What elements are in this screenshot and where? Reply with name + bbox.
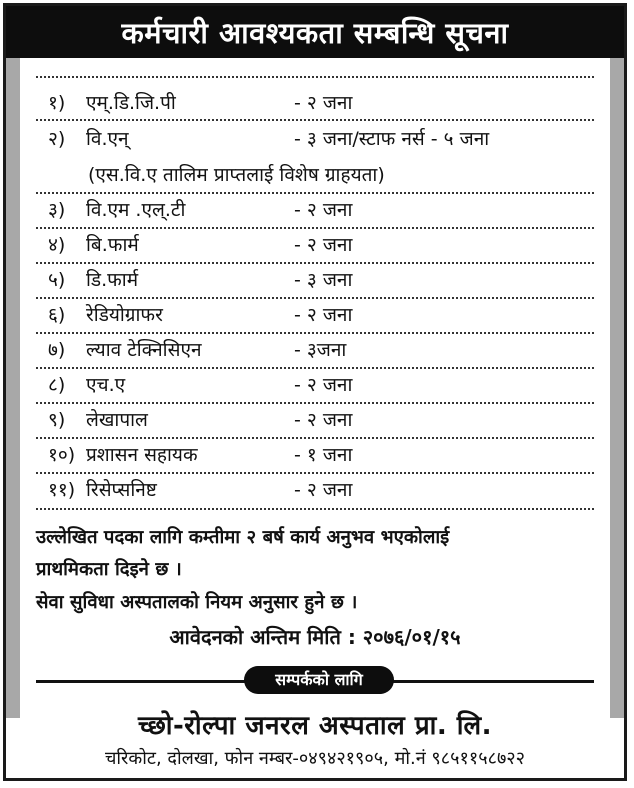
position-title: रिसेप्सनिष्ट: [86, 479, 157, 501]
position-count: - २ जना: [294, 199, 353, 221]
left-border-bar: [6, 58, 20, 718]
position-count: - २ जना: [294, 92, 353, 114]
position-number: ४): [48, 234, 66, 256]
position-row: [48, 230, 353, 260]
dotted-divider: [36, 76, 594, 78]
position-title: प्रशासन सहायक: [86, 444, 198, 466]
dotted-divider: [36, 227, 594, 229]
dotted-divider: [36, 262, 594, 264]
position-number: ५): [48, 269, 66, 291]
position-row: [48, 195, 353, 225]
position-row: [48, 88, 353, 118]
dotted-divider: [36, 119, 594, 121]
position-number: १): [48, 92, 66, 114]
position-title: डि.फार्म: [86, 269, 139, 291]
position-number: २): [48, 128, 66, 150]
position-number: १०): [48, 444, 76, 466]
right-border-bar: [610, 58, 624, 718]
position-number: ६): [48, 304, 66, 326]
dotted-divider: [36, 192, 594, 194]
contact-label: सम्पर्कको लागि: [244, 666, 394, 694]
facility-note: सेवा सुविधा अस्पतालको नियम अनुसार हुने छ ।: [36, 592, 358, 613]
position-row: [48, 124, 490, 154]
position-row: [48, 335, 347, 365]
dotted-divider: [36, 508, 594, 510]
position-count: - २ जना: [294, 234, 353, 256]
position-title: एम्.डि.जि.पी: [86, 92, 176, 114]
experience-note-line-1: उल्लेखित पदका लागि कम्तीमा २ बर्ष कार्य अनुभव भएकोलाई: [36, 527, 450, 548]
position-count: - २ जना: [294, 479, 353, 501]
application-deadline: आवेदनको अन्तिम मिति : २०७६/०१/१५: [169, 625, 461, 649]
position-row: [48, 300, 353, 330]
notice-title: कर्मचारी आवश्यकता सम्बन्धि सूचना: [6, 6, 624, 58]
organization-name: च्छो-रोल्पा जनरल अस्पताल प्रा. लि.: [137, 711, 493, 741]
position-count: - २ जना: [294, 409, 353, 431]
position-number: ७): [48, 339, 66, 361]
experience-note-line-2: प्राथमिकता दिइने छ ।: [36, 559, 182, 580]
position-title: बि.फार्म: [86, 234, 139, 256]
position-row: [48, 265, 353, 295]
position-number: ८): [48, 374, 66, 396]
position-count: - ३ जना: [294, 269, 353, 291]
dotted-divider: [36, 437, 594, 439]
position-row: [48, 440, 353, 470]
position-number: ११): [48, 479, 76, 501]
dotted-divider: [36, 332, 594, 334]
notice-frame: [3, 3, 627, 781]
position-title: एच.ए: [86, 374, 126, 396]
dotted-divider: [36, 297, 594, 299]
position-count: - १ जना: [294, 444, 353, 466]
position-title: लेखापाल: [86, 409, 148, 431]
position-number: ९): [48, 409, 66, 431]
position-title: ल्याव टेक्निसिएन: [86, 339, 202, 361]
position-title: वि.एन्: [86, 128, 129, 150]
position-count: - ३ जना/स्टाफ नर्स - ५ जना: [294, 128, 490, 150]
dotted-divider: [36, 367, 594, 369]
position-count: - २ जना: [294, 374, 353, 396]
position-row: [48, 405, 353, 435]
dotted-divider: [36, 402, 594, 404]
position-count: - २ जना: [294, 304, 353, 326]
position-row: [48, 475, 353, 505]
position-title: रेडियोग्राफर: [86, 304, 163, 326]
position-count: - ३जना: [294, 339, 347, 361]
position-row: [48, 370, 353, 400]
position-number: ३): [48, 199, 66, 221]
organization-address: चरिकोट, दोलखा, फोन नम्बर-०४९४२१९०५, मो.नं ९८५११५८७२२: [104, 748, 526, 769]
training-note: (एस.वि.ए तालिम प्राप्तलाई विशेष ग्राहयता): [88, 164, 385, 186]
dotted-divider: [36, 472, 594, 474]
position-title: वि.एम .एल्.टी: [86, 199, 186, 221]
